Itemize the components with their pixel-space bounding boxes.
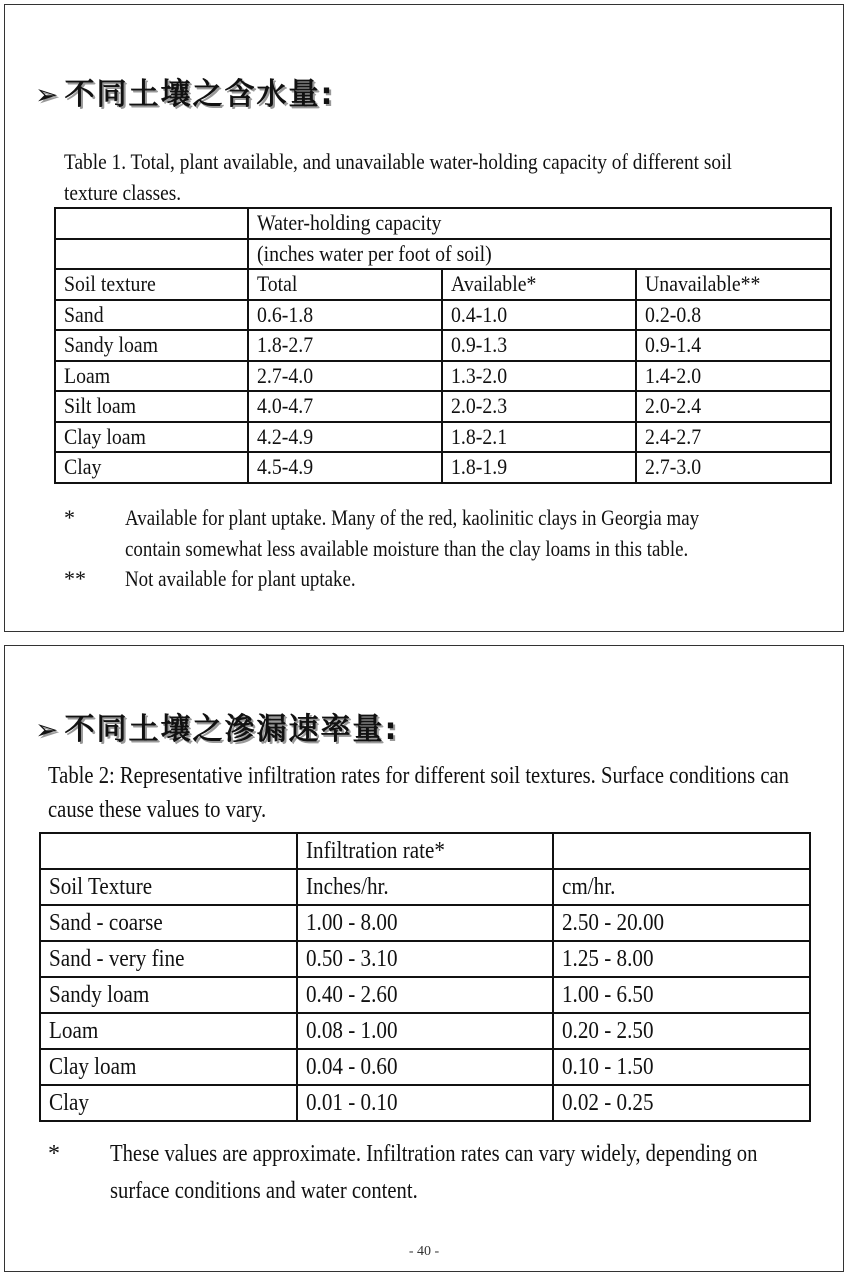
table-cell: Clay	[55, 452, 248, 483]
table-header-row	[55, 239, 831, 270]
table-cell: 2.0-2.3	[442, 391, 636, 422]
table-cell: 0.40 - 2.60	[297, 977, 553, 1013]
table-cell	[553, 833, 810, 869]
table-cell: 4.2-4.9	[248, 422, 442, 453]
table-row	[55, 361, 831, 392]
column-header: Soil texture	[55, 269, 248, 300]
table-cell: 1.8-2.7	[248, 330, 442, 361]
page-number: - 40 -	[408, 1244, 440, 1259]
water-capacity-table	[54, 207, 832, 484]
footnote-marker: *	[48, 1141, 60, 1167]
footnote	[64, 502, 824, 597]
column-header: Soil Texture	[40, 869, 297, 905]
arrow-bullet-icon: ➢	[35, 713, 61, 746]
column-header: Unavailable**	[636, 269, 831, 300]
table-cell: 1.4-2.0	[636, 361, 831, 392]
column-header: Inches/hr.	[297, 869, 553, 905]
table-row	[40, 1013, 810, 1049]
table-cell: 2.0-2.4	[636, 391, 831, 422]
heading-text: 不同土壤之滲漏速率量:	[64, 712, 399, 747]
table-row	[55, 422, 831, 453]
caption-line: Table 1. Total, plant available, and unavailable water-holding capacity of different soil	[64, 149, 732, 174]
table-cell: 0.20 - 2.50	[553, 1013, 810, 1049]
table-cell: 0.2-0.8	[636, 300, 831, 331]
slide-infiltration	[4, 645, 844, 1272]
table-cell: 0.02 - 0.25	[553, 1085, 810, 1121]
table-cell: 4.5-4.9	[248, 452, 442, 483]
table-row	[55, 391, 831, 422]
table-cell: Loam	[40, 1013, 297, 1049]
table-row	[55, 300, 831, 331]
table-cell: 0.50 - 3.10	[297, 941, 553, 977]
table-cell: Silt loam	[55, 391, 248, 422]
heading-text: 不同土壤之含水量:	[64, 77, 335, 112]
table-cell: 2.7-3.0	[636, 452, 831, 483]
table-header-row	[55, 208, 831, 239]
column-header-row	[55, 269, 831, 300]
table-row	[40, 905, 810, 941]
table-cell	[55, 208, 248, 239]
footnote-text: contain somewhat less available moisture than the clay loams in this table.	[125, 536, 689, 561]
table-cell: 2.7-4.0	[248, 361, 442, 392]
table-row	[55, 330, 831, 361]
footnote-marker: *	[64, 505, 75, 530]
table-cell: 0.9-1.4	[636, 330, 831, 361]
table-cell: 1.00 - 6.50	[553, 977, 810, 1013]
table-row	[40, 977, 810, 1013]
caption-line: cause these values to vary.	[48, 797, 267, 823]
column-header-row	[40, 869, 810, 905]
table-cell: 1.8-1.9	[442, 452, 636, 483]
table-row	[40, 1049, 810, 1085]
footnote	[48, 1136, 828, 1216]
footnote-text: surface conditions and water content.	[110, 1178, 418, 1204]
group-header: Infiltration rate*	[297, 833, 553, 869]
table-cell: 0.04 - 0.60	[297, 1049, 553, 1085]
table-cell: Loam	[55, 361, 248, 392]
infiltration-rate-table	[39, 832, 811, 1122]
table-cell: 2.4-2.7	[636, 422, 831, 453]
table-cell: 0.6-1.8	[248, 300, 442, 331]
footnote-text: Not available for plant uptake.	[125, 566, 356, 591]
table-row	[40, 1085, 810, 1121]
table-caption	[48, 759, 789, 827]
slide-heading	[35, 704, 398, 748]
footnote-text: These values are approximate. Infiltration rates can vary widely, depending on	[110, 1141, 758, 1167]
caption-line: texture classes.	[64, 180, 182, 205]
table-cell: Sand	[55, 300, 248, 331]
footnote-text: Available for plant uptake. Many of the red, kaolinitic clays in Georgia may	[125, 505, 700, 530]
table-caption	[64, 146, 732, 208]
table-cell: 0.08 - 1.00	[297, 1013, 553, 1049]
table-cell: 0.4-1.0	[442, 300, 636, 331]
table-cell: 0.01 - 0.10	[297, 1085, 553, 1121]
table-cell: Clay loam	[55, 422, 248, 453]
slide-water-holding	[4, 4, 844, 632]
table-row	[40, 941, 810, 977]
table-header-row	[40, 833, 810, 869]
table-cell: 0.10 - 1.50	[553, 1049, 810, 1085]
table-cell: 2.50 - 20.00	[553, 905, 810, 941]
table-cell	[40, 833, 297, 869]
table-cell: 1.8-2.1	[442, 422, 636, 453]
caption-line: Table 2: Representative infiltration rates for different soil textures. Surface conditions can	[48, 763, 789, 789]
table-cell: 4.0-4.7	[248, 391, 442, 422]
table-cell	[55, 239, 248, 270]
group-header: Water-holding capacity	[248, 208, 831, 239]
table-cell: Clay loam	[40, 1049, 297, 1085]
arrow-bullet-icon: ➢	[35, 78, 61, 111]
table-cell: 1.25 - 8.00	[553, 941, 810, 977]
table-row	[55, 452, 831, 483]
table-cell: Sandy loam	[55, 330, 248, 361]
column-header: Available*	[442, 269, 636, 300]
column-header: Total	[248, 269, 442, 300]
table-cell: Sand - very fine	[40, 941, 297, 977]
group-subheader: (inches water per foot of soil)	[248, 239, 831, 270]
column-header: cm/hr.	[553, 869, 810, 905]
slide-heading	[35, 69, 334, 113]
table-cell: Sand - coarse	[40, 905, 297, 941]
footnote-marker: **	[64, 566, 86, 591]
table-cell: 1.00 - 8.00	[297, 905, 553, 941]
table-cell: Sandy loam	[40, 977, 297, 1013]
table-cell: 1.3-2.0	[442, 361, 636, 392]
table-cell: 0.9-1.3	[442, 330, 636, 361]
table-cell: Clay	[40, 1085, 297, 1121]
